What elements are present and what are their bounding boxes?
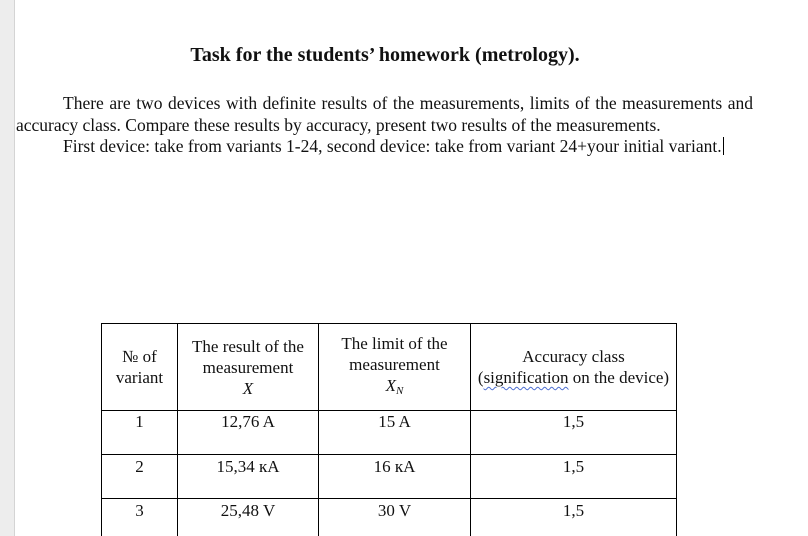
- cell-limit-text: 16 кA: [373, 457, 416, 476]
- cell-accuracy: [471, 455, 677, 499]
- cell-result: [178, 411, 319, 455]
- header-accuracy-class: [471, 324, 677, 411]
- header-measurement-limit: [319, 324, 471, 411]
- header-result-label: The result of the measurement: [192, 336, 304, 377]
- header-result-symbol: X: [242, 378, 254, 398]
- cell-variant: [102, 455, 178, 499]
- cell-accuracy-text: 1,5: [562, 501, 585, 520]
- cell-variant: [102, 499, 178, 536]
- header-measurement-result: [178, 324, 319, 411]
- cell-result-text: 12,76 A: [221, 412, 275, 431]
- cell-accuracy-text: 1,5: [562, 412, 585, 431]
- cell-result-text: 15,34 кA: [216, 457, 280, 476]
- cell-variant-text: 3: [135, 501, 144, 520]
- paragraph-1-text: There are two devices with definite results of the measurements, limits of the measurements and accuracy class. Compare these results by accuracy, present two results of the measurements.: [16, 93, 753, 135]
- header-accuracy-label: Accuracy class: [522, 347, 625, 366]
- spellcheck-flagged-word[interactable]: signification: [483, 368, 569, 387]
- cell-limit-text: 15 A: [378, 412, 411, 431]
- cell-limit: [319, 455, 471, 499]
- cell-variant: [102, 411, 178, 455]
- paragraph-variant-instructions[interactable]: [16, 135, 753, 157]
- text-cursor: [723, 137, 724, 155]
- header-variant-number: [102, 324, 178, 411]
- measurements-table: [101, 323, 677, 536]
- cell-accuracy: [471, 499, 677, 536]
- cell-result: [178, 499, 319, 536]
- header-accuracy-paren: (: [477, 368, 484, 387]
- cell-result-text: 25,48 V: [220, 501, 276, 520]
- table-row: [102, 411, 677, 455]
- table-header-row: [102, 324, 677, 411]
- cell-variant-text: 2: [135, 457, 144, 476]
- header-variant-label: № of variant: [115, 347, 164, 387]
- page-margin-gutter: [0, 0, 15, 536]
- cell-result: [178, 455, 319, 499]
- header-limit-subscript: N: [396, 384, 404, 397]
- header-limit-symbol: X: [385, 375, 397, 395]
- cell-limit: [319, 411, 471, 455]
- cell-accuracy: [471, 411, 677, 455]
- table-row: [102, 499, 677, 536]
- table-row: [102, 455, 677, 499]
- paragraph-task-description: [16, 92, 753, 136]
- header-accuracy-note: on the device): [568, 368, 670, 387]
- document-title: Task for the students’ homework (metrology).: [190, 44, 580, 66]
- cell-variant-text: 1: [135, 412, 144, 431]
- paragraph-2-text: First device: take from variants 1-24, second device: take from variant 24+your initial variant.: [63, 136, 722, 156]
- header-limit-label: The limit of the measurement: [341, 333, 448, 374]
- cell-limit-text: 30 V: [377, 501, 412, 520]
- cell-accuracy-text: 1,5: [562, 457, 585, 476]
- cell-limit: [319, 499, 471, 536]
